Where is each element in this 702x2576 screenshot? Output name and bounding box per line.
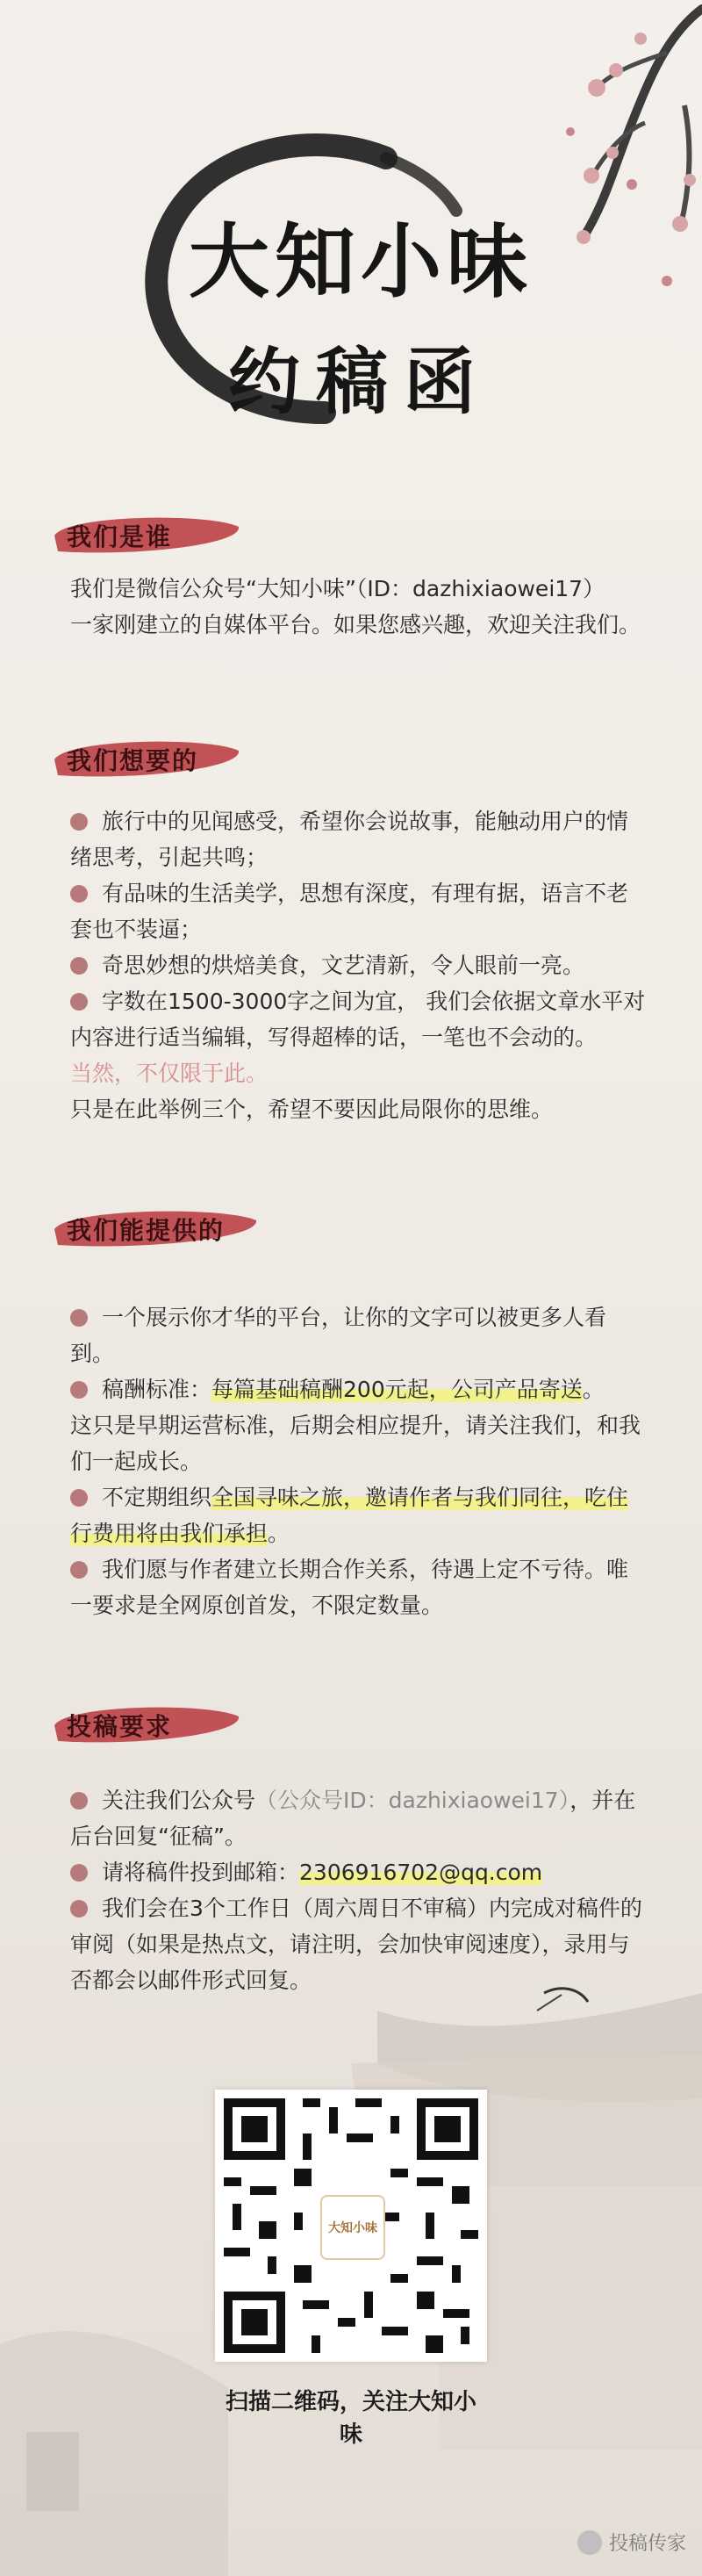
list-item: 我们会在3个工作日（周六周日不审稿）内完成对稿件的审阅（如果是热点文，请注明，会加快审阅速度），录用与否都会以邮件形式回复。 — [70, 1896, 642, 1993]
highlight-text: 每篇基础稿酬200元起，公司产品寄送 — [211, 1377, 583, 1402]
text-line: 一家刚建立的自媒体平台。如果您感兴趣，欢迎关注我们。 — [70, 612, 641, 637]
plum-branch-decoration — [500, 0, 702, 369]
poster-title: 大知小味 — [189, 214, 534, 309]
text-line: 这只是早期运营标准，后期会相应提升，请关注我们，和我们一起成长。 — [70, 1413, 641, 1474]
section-tag-label: 我们想要的 — [67, 746, 199, 775]
bullet-dot — [70, 813, 88, 831]
section-tag-label: 投稿要求 — [67, 1712, 173, 1741]
section-what-we-want-body — [70, 803, 649, 1127]
list-item: 有品味的生活美学，思想有深度，有理有据，语言不老套也不装逼； — [70, 881, 629, 942]
bullet-dot — [70, 993, 88, 1011]
watermark-text: 投稿传家 — [608, 2533, 686, 2555]
list-item: 我们愿与作者建立长期合作关系，待遇上定不亏待。唯一要求是全网原创首发，不限定数量。 — [70, 1557, 629, 1618]
account-id-text: （公众号ID：dazhixiaowei17） — [255, 1788, 570, 1813]
poster-subtitle: 约稿函 — [228, 340, 492, 424]
bullet-dot — [70, 885, 88, 903]
list-item: 关注我们公众号（公众号ID：dazhixiaowei17），并在后台回复“征稿”。 — [70, 1788, 636, 1849]
list-item: 稿酬标准：每篇基础稿酬200元起，公司产品寄送。 — [70, 1371, 649, 1407]
watermark — [577, 2529, 686, 2556]
bullet-dot — [70, 1489, 88, 1507]
list-item: 字数在1500-3000字之间为宜， 我们会依据文章水平对内容进行适当编辑，写得超棒的话，一笔也不会动的。 — [70, 989, 646, 1050]
section-tag-label: 我们能提供的 — [67, 1216, 226, 1245]
text-line: 我们是微信公众号“大知小味”（ID：dazhixiaowei17） — [70, 576, 605, 601]
section-what-we-offer-body — [70, 1299, 649, 1623]
section-tag-who-we-are — [51, 509, 244, 558]
email-address: 2306916702@qq.com — [299, 1860, 543, 1885]
pink-note: 当然，不仅限于此。 — [70, 1061, 269, 1086]
list-item: 不定期组织全国寻味之旅，邀请作者与我们同往，吃住行费用将由我们承担。 — [70, 1485, 629, 1546]
qr-caption: 扫描二维码，关注大知小味 — [225, 2389, 476, 2448]
list-item: 旅行中的见闻感受，希望你会说故事，能触动用户的情绪思考，引起共鸣； — [70, 809, 629, 870]
bullet-dot — [70, 1309, 88, 1327]
section-tag-what-we-offer — [51, 1203, 244, 1252]
list-item: 请将稿件投到邮箱：2306916702@qq.com — [70, 1854, 649, 1890]
bullet-dot — [70, 1381, 88, 1399]
qr-code[interactable] — [215, 2090, 487, 2362]
highlight-text: 全国寻味之旅，邀请作者与我们同往，吃住行费用将由我们承担 — [70, 1485, 629, 1546]
section-submission-body — [70, 1782, 649, 1998]
bullet-dot — [70, 1900, 88, 1918]
bullet-dot — [70, 1864, 88, 1882]
section-tag-submission-requirements — [51, 1699, 244, 1748]
section-tag-label: 我们是谁 — [67, 522, 173, 551]
list-item: 奇思妙想的烘焙美食，文艺清新，令人眼前一亮。 — [70, 947, 649, 983]
section-who-we-are-body — [70, 571, 649, 643]
text-line: 只是在此举例三个，希望不要因此局限你的思维。 — [70, 1097, 554, 1122]
account-avatar-icon — [577, 2530, 602, 2555]
bullet-dot — [70, 1792, 88, 1810]
bullet-dot — [70, 1561, 88, 1579]
qr-center-logo: 大知小味 — [320, 2195, 385, 2260]
list-item: 一个展示你才华的平台，让你的文字可以被更多人看到。 — [70, 1305, 607, 1366]
section-tag-what-we-want — [51, 733, 244, 782]
bullet-dot — [70, 957, 88, 975]
